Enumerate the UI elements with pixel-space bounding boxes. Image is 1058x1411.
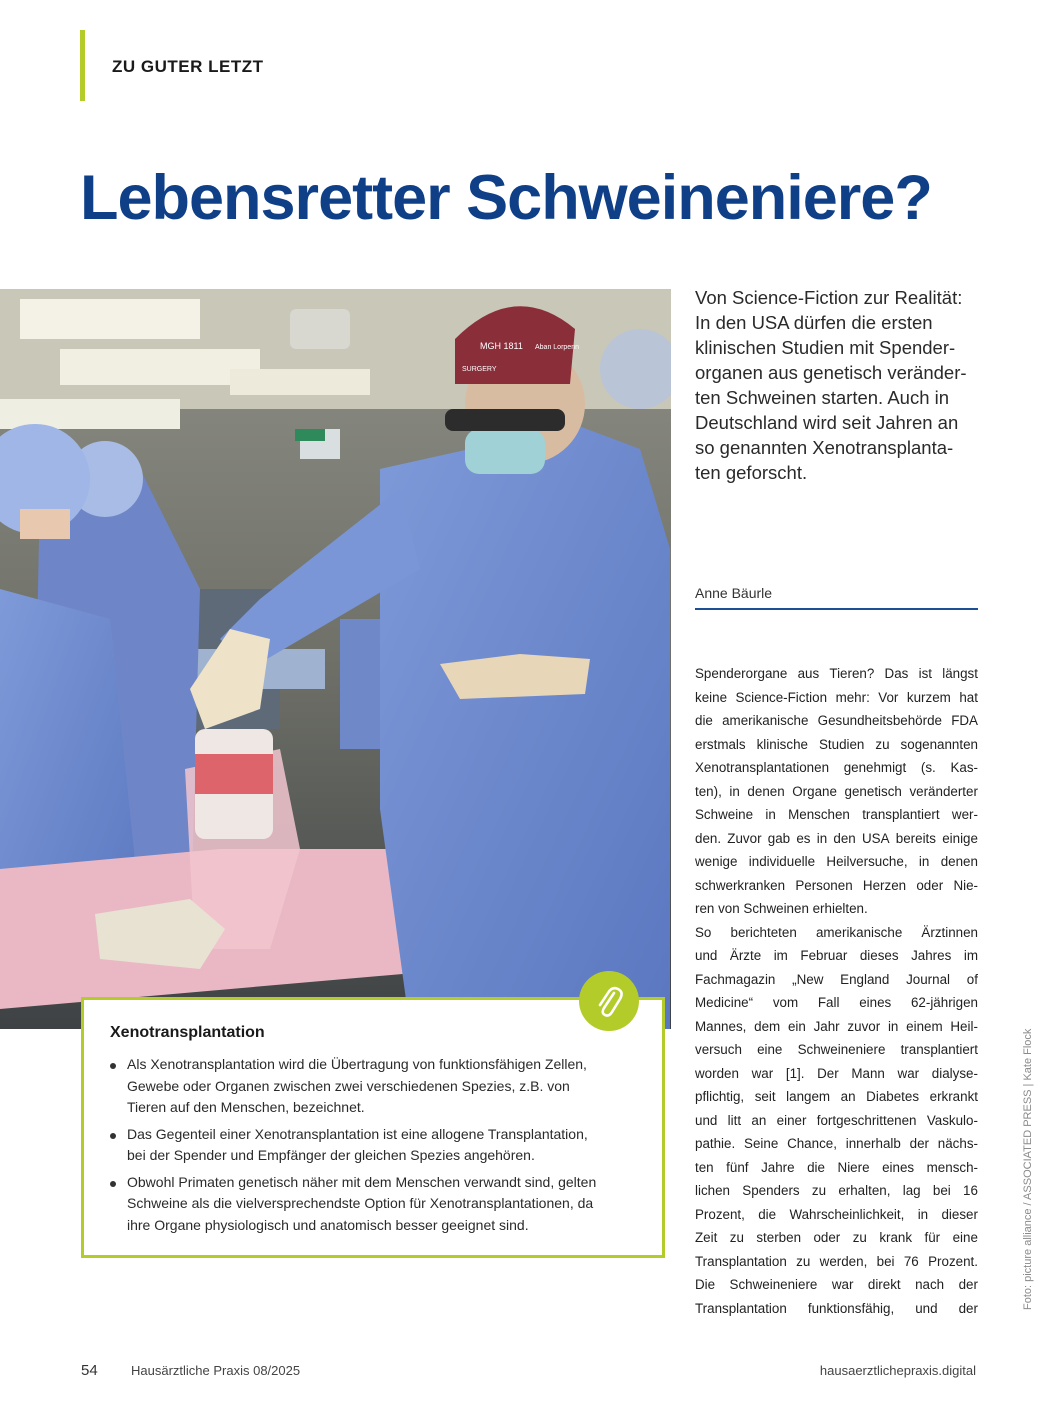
body-line	[695, 1109, 978, 1133]
body-word: of	[966, 971, 978, 987]
body-word: Chance,	[787, 1136, 837, 1151]
info-box-line: Als Xenotransplantation wird die Übertragung von funktionsfähigen Zellen,	[127, 1056, 587, 1072]
body-word: Tieren?	[829, 666, 875, 681]
body-word: zu	[811, 1183, 827, 1198]
body-word: wer-	[951, 807, 978, 822]
body-word: krank	[879, 1230, 913, 1245]
body-line	[695, 991, 978, 1015]
body-word: Personen	[795, 877, 853, 893]
body-word: Heil-	[950, 1018, 978, 1034]
body-word: Prozent.	[928, 1253, 978, 1269]
body-line	[695, 1250, 978, 1274]
body-line	[695, 686, 978, 710]
body-line	[695, 944, 978, 968]
body-word: „New	[792, 971, 824, 987]
paperclip-icon	[594, 984, 624, 1018]
info-box-line: ihre Organe physiologisch und anatomisch besser geeignet sind.	[127, 1216, 529, 1233]
body-word: es	[796, 830, 811, 846]
body-word: der	[958, 1300, 978, 1316]
body-word: dem	[754, 1018, 781, 1034]
body-word: 76	[903, 1253, 919, 1269]
body-word: Jahres	[911, 948, 952, 963]
body-word: zu	[875, 736, 890, 752]
body-word: Das	[884, 666, 909, 681]
body-word: wenige	[695, 854, 738, 869]
body-word: FDA	[951, 713, 978, 728]
body-word: erkrankt	[929, 1089, 978, 1104]
body-word: lichen	[695, 1183, 730, 1198]
body-word: kurzem	[906, 689, 951, 705]
body-word: eine	[757, 1042, 783, 1057]
info-box-line: bei der Spender und Empfänger der gleichen Spezies angehören.	[127, 1147, 535, 1163]
body-word: der	[909, 1136, 929, 1151]
body-word: funktionsfähig,	[807, 1300, 895, 1316]
body-word: oder	[916, 877, 944, 893]
body-word: sterben	[756, 1230, 802, 1245]
body-word: Herzen	[862, 877, 907, 893]
body-word: mehr:	[835, 689, 870, 705]
body-word: sogenannten	[900, 736, 978, 752]
info-box-line: Das Gegenteil einer Xenotransplantation ist eine allogene Transplantation,	[127, 1125, 588, 1142]
cap-name-text: Aban Lorpenn	[535, 344, 579, 351]
body-word: Heilversuche,	[826, 854, 908, 869]
body-word: hat	[959, 689, 978, 705]
surgery-photo	[0, 289, 671, 1029]
body-word: zuvor	[847, 1018, 881, 1034]
body-word: Fachmagazin	[695, 971, 776, 987]
body-word: klinische	[756, 736, 808, 752]
body-word: berichteten	[730, 924, 797, 940]
body-word: pathie.	[695, 1136, 736, 1151]
body-word: vom	[772, 995, 799, 1010]
body-word: Prozent,	[695, 1206, 745, 1222]
body-line	[695, 921, 978, 945]
website-link[interactable]: hausaerztlichepraxis.digital	[819, 1363, 976, 1378]
body-word: direkt	[867, 1277, 901, 1292]
body-line	[695, 1062, 978, 1086]
body-word: veränderter	[909, 783, 978, 799]
body-word: seit	[754, 1089, 776, 1104]
body-word: und	[915, 1300, 938, 1316]
body-word: Schweine	[695, 807, 754, 822]
body-line	[695, 1179, 978, 1203]
body-word: genetisch	[844, 783, 902, 799]
body-word: Transplantation	[695, 1253, 787, 1269]
body-line	[695, 1132, 978, 1156]
article-body	[695, 662, 978, 1320]
body-line	[695, 1297, 978, 1321]
body-word: Spenderorgane	[695, 666, 788, 681]
lead-line: so genannten Xenotransplanta-	[695, 437, 954, 458]
body-word: Journal	[906, 971, 951, 987]
body-word: längst	[942, 666, 978, 681]
body-line	[695, 756, 978, 780]
body-line	[695, 803, 978, 827]
body-word: Niere	[837, 1159, 870, 1175]
body-word: Die	[695, 1277, 716, 1292]
info-box-line: Schweine als die vielversprechendste Option für Xenotransplantationen, da	[127, 1195, 594, 1211]
body-line: ren von Schweinen erhielten.	[695, 901, 868, 916]
body-word: eines	[859, 995, 892, 1010]
cap-badge-text: MGH 1811	[480, 341, 523, 351]
author-name: Anne Bäurle	[695, 585, 773, 601]
body-word: eine	[952, 1230, 978, 1245]
body-word: bei	[876, 1253, 895, 1269]
body-word: Nie-	[953, 877, 978, 893]
body-word: in	[729, 783, 740, 799]
body-word: Transplantation	[695, 1300, 787, 1316]
body-word: einige	[942, 830, 978, 846]
body-word: Februar	[800, 948, 848, 963]
body-word: im	[963, 948, 978, 963]
lead-line: klinischen Studien mit Spender-	[695, 337, 956, 358]
info-box-item	[108, 1124, 638, 1167]
info-box-line: Tieren auf den Menschen, bezeichnet.	[127, 1099, 365, 1115]
body-word: versuch	[695, 1042, 742, 1057]
info-box-line: Gewebe oder Organen zwischen zwei verschiedenen Spezies, z.B. von	[127, 1077, 570, 1094]
body-word: bereits	[895, 830, 936, 846]
body-word: erhalten,	[838, 1183, 891, 1198]
body-word: war	[751, 1065, 774, 1081]
body-word: dialyse-	[931, 1065, 978, 1081]
body-word: in	[887, 1018, 899, 1034]
body-word: den	[833, 830, 856, 846]
body-word: (s.	[920, 760, 936, 775]
body-line	[695, 1015, 978, 1039]
author-divider	[695, 608, 978, 610]
body-word: ten	[695, 1159, 714, 1175]
body-word: mensch-	[926, 1159, 978, 1175]
body-word: in	[917, 1206, 929, 1222]
body-word: zu	[729, 1230, 744, 1245]
body-word: eines	[882, 1159, 915, 1175]
body-word: denen	[747, 783, 785, 799]
body-word: nach	[915, 1277, 945, 1292]
body-word: erstmals	[695, 736, 746, 752]
body-word: Spenders	[742, 1183, 800, 1198]
info-box-line: Obwohl Primaten genetisch näher mit dem Menschen verwandt sind, gelten	[127, 1173, 597, 1190]
body-word: ein	[787, 1018, 806, 1034]
body-word: war	[897, 1065, 920, 1081]
body-word: an	[751, 1112, 767, 1128]
body-line	[695, 733, 978, 757]
body-word: Xenotransplantationen	[695, 760, 830, 775]
body-word: Schweineniere	[797, 1042, 886, 1057]
body-word: Wahrscheinlichkeit,	[789, 1206, 905, 1222]
body-line	[695, 1038, 978, 1062]
body-word: Der	[817, 1065, 839, 1081]
body-word: für	[924, 1230, 941, 1245]
body-word: Zeit	[695, 1230, 718, 1245]
body-word: genehmigt	[843, 760, 907, 775]
body-word: oder	[813, 1230, 841, 1245]
body-word: litt	[727, 1112, 742, 1128]
body-word: zu	[852, 1230, 867, 1245]
section-accent-bar	[80, 30, 85, 101]
body-word: Vor	[878, 689, 899, 705]
body-word: England	[840, 971, 890, 987]
body-word: Science-Fiction	[735, 689, 828, 705]
body-word: einer	[776, 1112, 807, 1128]
lead-line: In den USA dürfen die ersten	[695, 312, 933, 333]
cap-dept-text: SURGERY	[462, 366, 497, 373]
body-word: Medicine“	[695, 995, 754, 1010]
body-word: transplantiert	[900, 1042, 978, 1057]
body-word: die	[758, 1206, 777, 1222]
body-word: Gesundheitsbehörde	[817, 713, 942, 728]
body-word: zu	[796, 1253, 811, 1269]
body-word: Ärzte	[729, 948, 762, 963]
body-word: langem	[786, 1089, 831, 1104]
body-word: 16	[963, 1183, 978, 1198]
body-word: So	[695, 924, 712, 940]
body-word: in	[816, 830, 828, 846]
page-headline: Lebensretter Schweineniere?	[80, 163, 932, 233]
body-line	[695, 1226, 978, 1250]
info-box-list	[108, 1054, 638, 1241]
body-word: Jahre	[761, 1159, 795, 1175]
body-word: Studien	[818, 736, 865, 752]
body-word: im	[773, 948, 788, 963]
body-word: innerhalb	[845, 1136, 901, 1151]
body-word: einem	[906, 1018, 943, 1034]
info-box-item	[108, 1172, 638, 1237]
body-line	[695, 968, 978, 992]
body-word: [1].	[785, 1065, 805, 1081]
body-word: amerikanische	[815, 924, 903, 940]
body-word: fünf	[726, 1159, 749, 1175]
body-word: Organe	[792, 783, 837, 799]
body-word: ist	[918, 666, 932, 681]
body-word: lag	[902, 1183, 921, 1198]
body-word: individuelle	[748, 854, 816, 869]
body-line	[695, 874, 978, 898]
info-box-title: Xenotransplantation	[110, 1024, 265, 1041]
info-box	[81, 997, 665, 1258]
body-word: fortgeschrittenen	[816, 1112, 917, 1128]
body-word: amerikanische	[722, 713, 809, 728]
body-word: Diabetes	[866, 1089, 920, 1104]
body-word: dieser	[941, 1206, 978, 1222]
body-word: Mann	[851, 1065, 885, 1081]
lead-line: organen aus genetisch veränder-	[695, 362, 967, 383]
body-word: Menschen	[788, 807, 850, 822]
lead-line: ten Schweinen starten. Auch in	[695, 387, 950, 408]
lead-line: ten geforscht.	[695, 462, 808, 483]
body-word: aus	[797, 666, 820, 681]
body-word: die	[695, 713, 713, 728]
body-word: Fall	[817, 995, 840, 1010]
body-word: Seine	[744, 1136, 779, 1151]
body-word: und	[695, 948, 718, 963]
body-word: Ärztinnen	[921, 924, 978, 940]
body-word: an	[840, 1089, 856, 1104]
body-word: die	[807, 1159, 825, 1175]
body-line	[695, 709, 978, 733]
body-word: schwerkranken	[695, 877, 786, 893]
photo-credit: Foto: picture alliance / ASSOCIATED PRESS | Kate Flock	[1022, 1028, 1034, 1310]
body-word: 62-jährigen	[910, 995, 978, 1010]
lead-paragraph	[695, 285, 980, 485]
body-word: worden	[695, 1065, 739, 1081]
body-line	[695, 1273, 978, 1297]
body-word: den.	[695, 830, 722, 846]
section-label: ZU GUTER LETZT	[112, 57, 264, 76]
body-word: USA	[861, 830, 890, 846]
body-line	[695, 1085, 978, 1109]
body-word: keine	[695, 689, 728, 705]
lead-line: Von Science-Fiction zur Realität:	[695, 287, 963, 308]
body-line	[695, 1203, 978, 1227]
body-word: werden,	[819, 1253, 868, 1269]
body-word: Mannes,	[695, 1018, 747, 1034]
body-word: pflichtig,	[695, 1089, 745, 1104]
body-word: und	[695, 1112, 718, 1128]
body-word: Kas-	[950, 760, 978, 775]
body-line	[695, 850, 978, 874]
paperclip-badge	[579, 971, 639, 1031]
body-line	[695, 662, 978, 686]
body-word: war	[831, 1277, 854, 1292]
body-word: dieses	[859, 948, 899, 963]
body-line	[695, 827, 978, 851]
body-word: der	[958, 1277, 978, 1292]
body-word: in	[765, 807, 776, 822]
body-line	[695, 780, 978, 804]
body-line	[695, 1156, 978, 1180]
page-number: 54	[81, 1362, 98, 1379]
body-word: Jahr	[813, 1018, 840, 1034]
body-word: denen	[940, 854, 978, 869]
body-word: Zuvor	[727, 830, 762, 846]
body-word: nächs-	[937, 1136, 978, 1151]
body-word: bei	[932, 1183, 951, 1198]
body-word: ten),	[695, 783, 722, 799]
body-word: in	[918, 854, 930, 869]
body-word: Schweineniere	[729, 1277, 818, 1292]
lead-line: Deutschland wird seit Jahren an	[695, 412, 959, 433]
body-word: Vaskulo-	[926, 1112, 978, 1128]
body-word: transplantiert	[862, 807, 940, 822]
info-box-item	[108, 1054, 638, 1119]
journal-name: Hausärztliche Praxis 08/2025	[131, 1363, 301, 1378]
body-word: gab	[767, 830, 791, 846]
